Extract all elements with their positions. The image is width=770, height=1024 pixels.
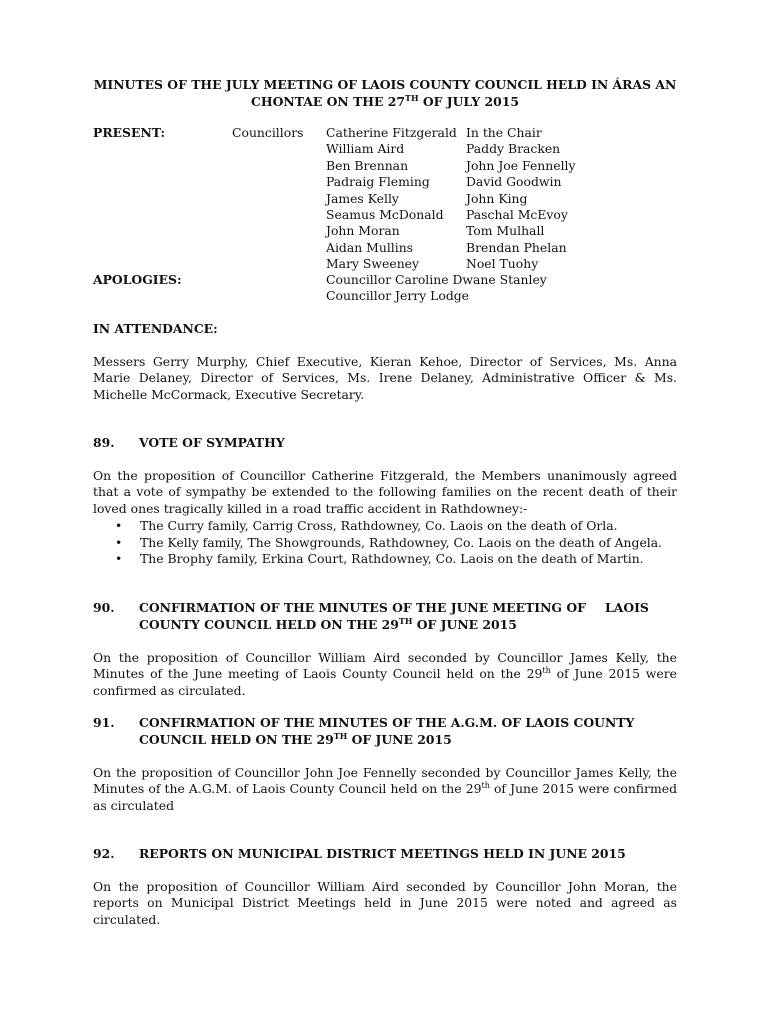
councillor-name: John Joe Fennelly — [466, 157, 576, 173]
councillor-name: Tom Mulhall — [466, 223, 545, 239]
present-column-2 — [466, 125, 576, 273]
councillor-name: Seamus McDonald — [326, 206, 444, 222]
item-92-heading: REPORTS ON MUNICIPAL DISTRICT MEETINGS HELD IN JUNE 2015 — [139, 846, 626, 861]
apology-name: Councillor Jerry Lodge — [326, 288, 470, 304]
document-title — [93, 76, 677, 110]
title-line-2-end: OF JULY 2015 — [418, 94, 519, 109]
item-90-heading-end: OF JUNE 2015 — [412, 617, 517, 632]
item-90-heading-right: LAOIS — [605, 600, 649, 615]
item-89-number: 89. — [93, 435, 115, 450]
bullet-icon: • — [115, 551, 123, 567]
item-90-text — [93, 650, 677, 699]
bullet-icon: • — [115, 534, 123, 550]
attendance-label: IN ATTENDANCE: — [93, 321, 218, 336]
present-label: PRESENT: — [93, 125, 166, 140]
title-line-1: MINUTES OF THE JULY MEETING OF LAOIS COUNTY COUNCIL HELD IN ÁRAS AN — [93, 77, 677, 92]
item-91-text-start: On the proposition of Councillor John Joe Fennelly seconded by Councillor James Kelly, the Minutes of the A.G.M. of Laois County Council held on the 29 — [93, 765, 677, 797]
item-91-number: 91. — [93, 715, 115, 730]
councillor-name: David Goodwin — [466, 174, 562, 190]
councillor-name: John Moran — [326, 223, 400, 239]
councillor-name: Brendan Phelan — [466, 239, 567, 255]
list-item — [115, 551, 675, 568]
bullet-text: The Kelly family, The Showgrounds, Rathdowney, Co. Laois on the death of Angela. — [140, 534, 663, 550]
bullet-text: The Brophy family, Erkina Court, Rathdowney, Co. Laois on the death of Martin. — [140, 551, 644, 567]
councillor-name: James Kelly — [326, 190, 399, 206]
bullet-icon: • — [115, 518, 123, 533]
present-role: Councillors — [232, 125, 304, 140]
item-91-text — [93, 765, 677, 814]
bullet-text: The Curry family, Carrig Cross, Rathdowney, Co. Laois on the death of Orla. — [140, 518, 618, 533]
item-91-heading-superscript: TH — [333, 730, 348, 741]
item-91-heading-line-1: CONFIRMATION OF THE MINUTES OF THE A.G.M. OF LAOIS COUNTY — [139, 715, 635, 730]
councillor-name: Ben Brennan — [326, 157, 409, 173]
item-90-heading-line-1: CONFIRMATION OF THE MINUTES OF THE JUNE MEETING OF — [139, 600, 586, 615]
councillor-name: Noel Tuohy — [466, 256, 539, 272]
apologies-label: APOLOGIES: — [93, 272, 182, 287]
councillor-name: Paschal McEvoy — [466, 206, 568, 222]
apology-name: Councillor Caroline Dwane Stanley — [326, 272, 547, 287]
present-column-1 — [326, 125, 457, 273]
item-91-heading-text: COUNCIL HELD ON THE 29 — [139, 732, 334, 747]
item-90-heading-line-2 — [139, 617, 517, 633]
councillor-name: Padraig Fleming — [326, 174, 430, 190]
apologies-list — [326, 272, 547, 305]
item-90-text-superscript: th — [542, 666, 551, 676]
item-90-heading-superscript: TH — [398, 615, 413, 626]
item-91-heading-end: OF JUNE 2015 — [347, 732, 452, 747]
councillor-name: Paddy Bracken — [466, 141, 561, 157]
item-90-text-end: of June 2015 were confirmed as circulated. — [93, 666, 677, 698]
item-92-text: On the proposition of Councillor William Aird seconded by Councillor John Moran, the reports on Municipal District Meetings held in June 2015 were noted and agreed as circulated. — [93, 879, 677, 927]
list-item — [115, 518, 675, 535]
item-90-number: 90. — [93, 600, 115, 615]
councillor-name: Catherine Fitzgerald — [326, 125, 457, 140]
item-91-heading-line-2 — [139, 732, 452, 748]
councillor-name: John King — [466, 190, 528, 206]
list-item — [115, 535, 675, 552]
chair-note: In the Chair — [466, 125, 542, 140]
item-89-heading: VOTE OF SYMPATHY — [139, 435, 285, 450]
councillor-name: Mary Sweeney — [326, 256, 420, 272]
item-89-bullet-list — [115, 518, 675, 568]
councillor-name: Aidan Mullins — [326, 239, 414, 255]
item-91-text-superscript: th — [481, 781, 490, 791]
item-91-text-end: of June 2015 were confirmed as circulated — [93, 781, 677, 813]
item-89-text: On the proposition of Councillor Catherine Fitzgerald, the Members unanimously agreed that a vote of sympathy be extended to the following families on the recent death of their loved ones tragically killed in a road traffic accident in Rathdowney:- — [93, 468, 677, 516]
councillor-name: William Aird — [326, 141, 405, 157]
item-90-text-start: On the proposition of Councillor William Aird seconded by Councillor James Kelly, the Minutes of the June meeting of Laois County Council held on the 29 — [93, 650, 677, 682]
title-line-2-text: CHONTAE ON THE 27 — [251, 94, 405, 109]
item-92-number: 92. — [93, 846, 115, 861]
title-line-2 — [93, 93, 677, 110]
attendance-text: Messers Gerry Murphy, Chief Executive, Kieran Kehoe, Director of Services, Ms. Anna Marie Delaney, Director of Services, Ms. Irene Delaney, Administrative Officer & Ms. Michelle McCormack, Executive Secretary. — [93, 354, 677, 402]
title-superscript: TH — [405, 92, 419, 103]
item-90-heading-text: COUNTY COUNCIL HELD ON THE 29 — [139, 617, 399, 632]
